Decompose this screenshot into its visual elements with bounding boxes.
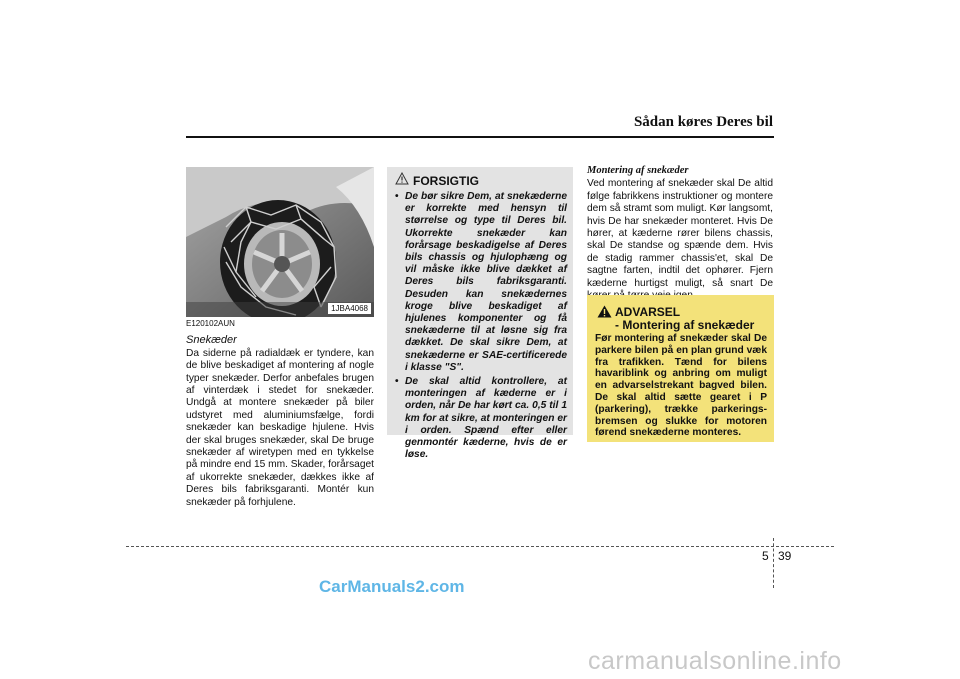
footer-divider xyxy=(773,538,774,588)
snow-chain-photo xyxy=(186,167,374,317)
caution-item: • De skal altid kontrollere, at monteringen af kæderne er i orden, når De har kørt ca. 0,5 til 1 km for at sikre, at monteringen er i orden. Spænd efter eller genmontér kæderne, hvis de er løse. xyxy=(395,376,567,461)
caution-item: • De bør sikre Dem, at snekæderne er korrekte med hensyn til størrelse og type til Deres bil. Ukorrekte snekæder kan forårsage beskadigelse af Deres bils chassis og hjulophæng og vil måske ikke blive dækket af Deres bils fabriksgaranti. Desuden kan snekædernes kroge blive beskadiget af hjulenes komponenter og få snekæderne til at løsne sig fra dækket. De skal sikre Dem, at snekæderne er SAE-certificerede i klasse "S". xyxy=(395,191,567,374)
snow-chains-section xyxy=(186,318,374,509)
section-subtitle: Snekæder xyxy=(186,334,237,347)
page-header-title: Sådan køres Deres bil xyxy=(633,114,773,130)
warning-title: ADVARSEL xyxy=(615,305,681,319)
header-rule xyxy=(186,136,774,138)
footer-rule xyxy=(126,546,834,547)
caution-title: FORSIGTIG xyxy=(413,174,479,188)
warning-triangle-icon xyxy=(597,305,612,318)
page-number: 39 xyxy=(778,549,792,563)
caution-triangle-icon xyxy=(395,172,409,185)
chapter-number: 5 xyxy=(762,549,769,563)
mounting-title: Montering af snekæder xyxy=(587,165,689,176)
caution-box xyxy=(387,167,573,461)
warning-box xyxy=(587,295,774,442)
section-code: E120102AUN xyxy=(186,319,235,328)
watermark-carmanualsonline[interactable]: carmanualsonline.info xyxy=(588,647,842,675)
mounting-body: Ved montering af snekæder skal De altid følge fabrikkens instruktioner og montere dem så stramt som muligt. Kør langsomt, hvis De har snekæder monteret. Hvis De hører, at kæderne rører bilens chassis, skal De standse og spænde dem. Hvis de stadig rammer chassis'et, skal De sagtne farten, indtil det ophører. Fjern kæderne hurtigst muligt, så snart De xyxy=(587,178,773,289)
warning-body: Før montering af snekæder skal De parkere bilen på en plan grund væk fra trafikken. Tænd for bilens havariblink og anbring om muligt en advarselstrekant bagved bilen. De skal altid sætte gearet i P (parkering), trække parkerings-bremsen og slukke for motoren førend snekæderne monteres. xyxy=(595,333,767,439)
tire-chain-illustration xyxy=(186,167,374,317)
watermark-carmanuals2[interactable]: CarManuals2.com xyxy=(319,577,465,596)
mounting-section xyxy=(587,165,773,302)
section-body: Da siderne på radialdæk er tyndere, kan de blive beskadiget af montering af nogle typer snekæder. Derfor anbefales brugen af vinterdæk i stedet for snekæder. Undgå at montere snekæder på biler udstyret med aluminiumsfælge, fordi snekæder kan beskadige hjulene. Hvis der skal bruges snekæder, skal De bruge snekæder af wiretypen med en tykkelse på mindre end 15 mm. Skader, forårsaget af ukorrekte snekæder, dækkes ikke af Deres bils fabriksgaranti. Montér kun snekæder på forhjulene. xyxy=(186,347,375,508)
figure-code: 1JBA4068 xyxy=(328,303,371,314)
caution-list xyxy=(395,191,567,463)
warning-subtitle: - Montering af snekæder xyxy=(615,318,755,332)
